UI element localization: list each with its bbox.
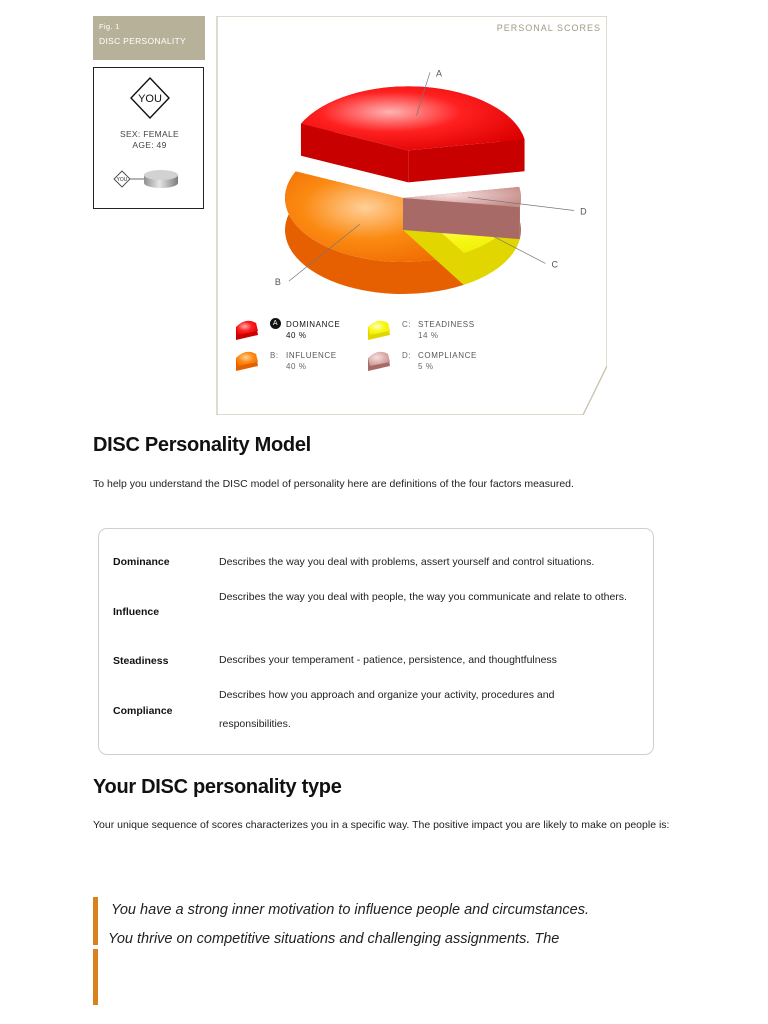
def-desc-steadiness: Describes your temperament - patience, persistence, and thoughtfulness — [219, 654, 557, 666]
chart-title: PERSONAL SCORES — [496, 23, 601, 33]
profile-sex: SEX: FEMALE — [119, 129, 180, 139]
mini-badge-text: YOU — [116, 177, 128, 183]
callout-label-d: D — [580, 206, 587, 217]
quote-line: You thrive on competitive situations and challenging assignments. The — [108, 931, 560, 947]
quote-accent-bar — [93, 949, 98, 1005]
legend-label: DOMINANCE — [286, 320, 341, 329]
definitions-box — [98, 528, 654, 755]
model-heading: DISC Personality Model — [93, 434, 311, 456]
def-desc-compliance: Describes how you approach and organize your activity, procedures and responsibilities. — [219, 689, 555, 730]
def-term-steadiness: Steadiness — [113, 655, 169, 667]
def-desc-influence: Describes the way you deal with people, the way you communicate and relate to others. — [219, 591, 627, 603]
figure-title: DISC PERSONALITY — [99, 36, 186, 46]
legend-label: COMPLIANCE — [418, 351, 477, 360]
legend-value: 40 % — [286, 362, 307, 371]
type-intro: Your unique sequence of scores characterizes you in a specific way. The positive impact you are likely to make on people is: — [93, 819, 670, 831]
def-term-compliance: Compliance — [113, 705, 173, 717]
legend-label: STEADINESS — [418, 320, 475, 329]
callout-label-a: A — [435, 68, 442, 79]
legend-prefix: B: — [270, 351, 279, 360]
callout-label-c: C — [551, 259, 558, 270]
legend-value: 40 % — [286, 331, 307, 340]
quote-accent-bar — [93, 897, 98, 945]
legend-value: 5 % — [418, 362, 434, 371]
model-intro: To help you understand the DISC model of personality here are definitions of the four factors measured. — [93, 478, 574, 490]
legend-value: 14 % — [418, 331, 439, 340]
type-heading: Your DISC personality type — [93, 776, 342, 798]
def-desc-dominance: Describes the way you deal with problems, assert yourself and control situations. — [219, 556, 595, 568]
legend-prefix: D: — [402, 351, 412, 360]
figure-number: Fig. 1 — [99, 22, 120, 31]
quote-line: You have a strong inner motivation to influence people and circumstances. — [111, 902, 589, 918]
def-term-dominance: Dominance — [113, 556, 170, 568]
legend-label: INFLUENCE — [286, 351, 337, 360]
legend-prefix: C: — [402, 320, 412, 329]
callout-label-b: B — [274, 277, 281, 288]
def-term-influence: Influence — [113, 606, 160, 618]
you-badge-text: YOU — [138, 93, 162, 105]
profile-age: AGE: 49 — [132, 140, 167, 150]
legend-a-badge: A — [270, 318, 281, 329]
pie-chart — [93, 16, 607, 415]
pie-chart-panel — [93, 16, 607, 415]
